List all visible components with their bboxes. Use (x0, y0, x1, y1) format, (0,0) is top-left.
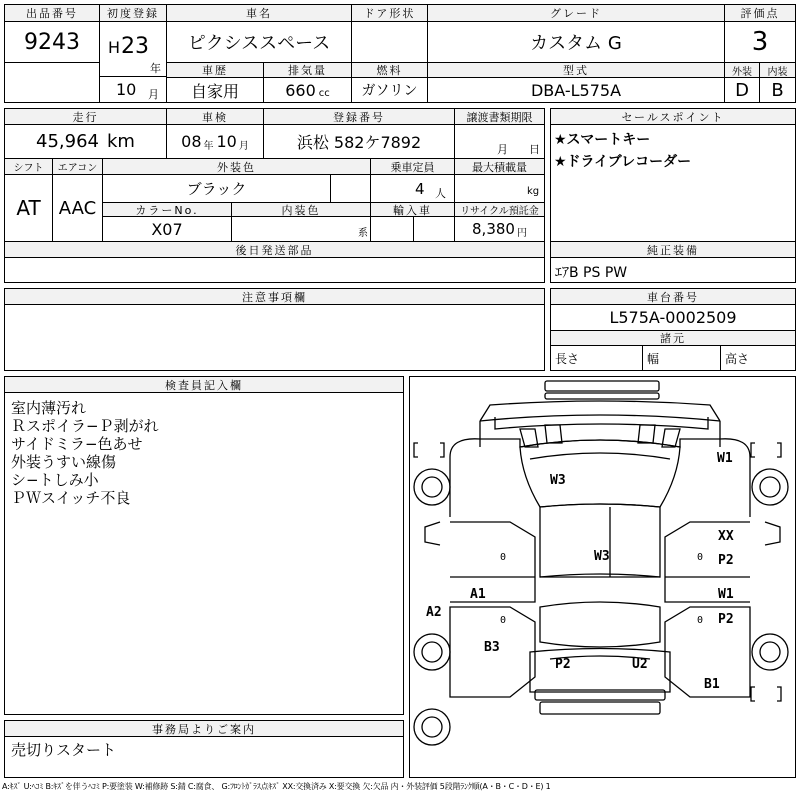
chassis-block (550, 288, 796, 371)
inspector-line: 室内薄汚れ (11, 399, 87, 417)
damage-mark: 0 (500, 615, 507, 626)
model-label: 型式 (428, 63, 725, 78)
ac-value: AAC (53, 175, 103, 241)
load-label: 最大積載量 (455, 159, 544, 175)
import-cell (371, 217, 455, 241)
damage-mark: W3 (594, 549, 610, 564)
reg-no-value: 浜松 582ケ7892 (264, 125, 455, 159)
insp-month: 10 (216, 132, 237, 151)
sales-block (550, 108, 796, 242)
inspection-label: 車検 (167, 109, 264, 125)
exterior-value: D (725, 78, 760, 102)
mileage-cell (5, 125, 167, 159)
color-no-label: カラーNo. (103, 203, 232, 217)
history-label: 車歴 (167, 63, 264, 78)
reg-month: 10 (116, 80, 137, 99)
inspector-line: Ｒスポイラ−Ｐ剥がれ (11, 417, 159, 435)
office-label: 事務局よりご案内 (5, 721, 403, 737)
insp-year-unit: 年 (203, 141, 214, 152)
displacement-label: 排気量 (264, 63, 352, 78)
damage-mark: W1 (718, 587, 734, 602)
sales-point: ★ドライブレコーダー (554, 154, 692, 170)
equipment-value: ｴｱB PS PW (555, 265, 628, 281)
first-reg-year-cell (100, 22, 167, 77)
recycle-value: 8,380 (472, 220, 515, 238)
ext-color-extra (331, 175, 371, 203)
fuel-value: ガソリン (352, 78, 428, 102)
transfer-cell (455, 125, 544, 159)
insp-month-unit: 月 (238, 141, 249, 152)
grade-value: カスタム G (428, 22, 725, 63)
later-parts-block (4, 241, 545, 283)
first-reg-label: 初度登録 (100, 5, 167, 22)
chassis-value: L575A-0002509 (551, 305, 795, 331)
inspector-line: サイドミラ−色あせ (11, 435, 143, 453)
load-unit: kg (527, 186, 540, 197)
office-block (4, 720, 404, 778)
car-name: ピクシススペース (167, 22, 352, 63)
door-label: ドア形状 (352, 5, 428, 22)
transfer-month-unit: 月 (497, 143, 508, 156)
legend-text: A:ｷｽﾞ U:ﾍｺﾐ B:ｷｽﾞを伴うﾍｺﾐ P:要塗装 W:補修跡 S:錆 C:腐食、 G:ﾌﾛﾝﾄｶﾞﾗｽ点ｷｽﾞ XX:交換済み X:要交換 欠:欠品 内・外装評価 5段階ﾗﾝｸ順(A・B・C・D・E) 1 (2, 782, 551, 791)
model-value: DBA-L575A (428, 78, 725, 102)
capacity-cell (371, 175, 455, 203)
transfer-label: 譲渡書類期限 (455, 109, 544, 125)
color-no-value: X07 (103, 217, 232, 241)
recycle-label: リサイクル預託金 (455, 203, 544, 217)
mileage-label: 走行 (5, 109, 167, 125)
interior-label: 内装 (760, 63, 795, 78)
damage-mark: B3 (484, 640, 500, 655)
score-label: 評価点 (725, 5, 795, 22)
notes-label: 注意事項欄 (5, 289, 544, 305)
damage-mark: B1 (704, 677, 720, 692)
damage-mark: 0 (697, 615, 704, 626)
damage-mark: A1 (470, 587, 486, 602)
damage-mark: U2 (632, 657, 648, 672)
int-color-cell (232, 217, 371, 241)
displacement-value: 660 (285, 80, 316, 100)
displacement-cell (264, 78, 352, 102)
later-parts-label: 後日発送部品 (5, 242, 544, 258)
reg-month-unit: 月 (148, 88, 159, 101)
import-label: 輸入車 (371, 203, 455, 217)
damage-mark: P2 (718, 612, 734, 627)
sales-point: ★スマートキー (554, 132, 651, 148)
int-color-suffix: 系 (358, 228, 368, 239)
int-color-label: 内装色 (232, 203, 371, 217)
insp-year: 08 (181, 132, 202, 151)
notes-block (4, 288, 545, 371)
shift-label: シフト (5, 159, 53, 175)
grade-label: グレード (428, 5, 725, 22)
capacity-value: 4 (415, 180, 425, 198)
mileage-value: 45,964 (36, 131, 99, 152)
capacity-unit: 人 (435, 187, 446, 200)
damage-mark: XX (718, 529, 734, 544)
reg-year: 23 (121, 34, 149, 59)
inspector-line: シ−トしみ小 (11, 471, 99, 489)
equipment-label: 純正装備 (551, 242, 795, 258)
damage-mark: 0 (697, 552, 704, 563)
reg-year-unit: 年 (150, 62, 161, 75)
car-name-label: 車名 (167, 5, 352, 22)
damage-mark: P2 (555, 657, 571, 672)
load-cell (455, 175, 544, 203)
damage-mark: W3 (550, 473, 566, 488)
ext-color-label: 外装色 (103, 159, 371, 175)
lot-label: 出品番号 (5, 5, 100, 22)
car-diagram (409, 376, 796, 778)
recycle-unit: 円 (516, 227, 527, 239)
exterior-label: 外装 (725, 63, 760, 78)
lot-number: 9243 (5, 22, 100, 62)
damage-mark: A2 (426, 605, 442, 620)
details-block (4, 108, 545, 242)
length-label: 長さ (551, 346, 643, 370)
reg-no-label: 登録番号 (264, 109, 455, 125)
chassis-label: 車台番号 (551, 289, 795, 305)
header-block (4, 4, 796, 103)
recycle-cell (455, 217, 544, 241)
shift-value: AT (5, 175, 53, 241)
inspector-lines (11, 399, 159, 507)
interior-value: B (771, 79, 784, 101)
displacement-unit: cc (318, 87, 330, 99)
inspector-line: 外装うすい線傷 (11, 453, 117, 471)
capacity-label: 乗車定員 (371, 159, 455, 175)
fuel-label: 燃料 (352, 63, 428, 78)
height-label: 高さ (725, 351, 750, 366)
equipment-block (550, 241, 796, 283)
inspector-label: 検査員記入欄 (5, 377, 403, 393)
transfer-day-unit: 日 (529, 143, 540, 156)
first-reg-month-cell (100, 77, 167, 102)
history-value: 自家用 (167, 78, 264, 102)
ac-label: エアコン (53, 159, 103, 175)
inspection-cell (167, 125, 264, 159)
damage-mark: 0 (500, 552, 507, 563)
dims-label: 諸元 (551, 331, 795, 346)
width-label: 幅 (643, 346, 721, 370)
score-value: 3 (725, 22, 795, 63)
door-value (352, 22, 428, 63)
car-outline-svg (410, 377, 795, 777)
era: H (108, 38, 121, 57)
damage-mark: W1 (717, 451, 733, 466)
office-value: 売切りスタート (11, 741, 117, 759)
damage-mark: P2 (718, 553, 734, 568)
lot-spacer (5, 62, 100, 102)
mileage-unit: km (107, 131, 135, 152)
sales-label: セールスポイント (551, 109, 795, 125)
ext-color-value: ブラック (103, 175, 331, 203)
inspector-block (4, 376, 404, 715)
inspector-line: ＰＷスイッチ不良 (11, 489, 131, 507)
